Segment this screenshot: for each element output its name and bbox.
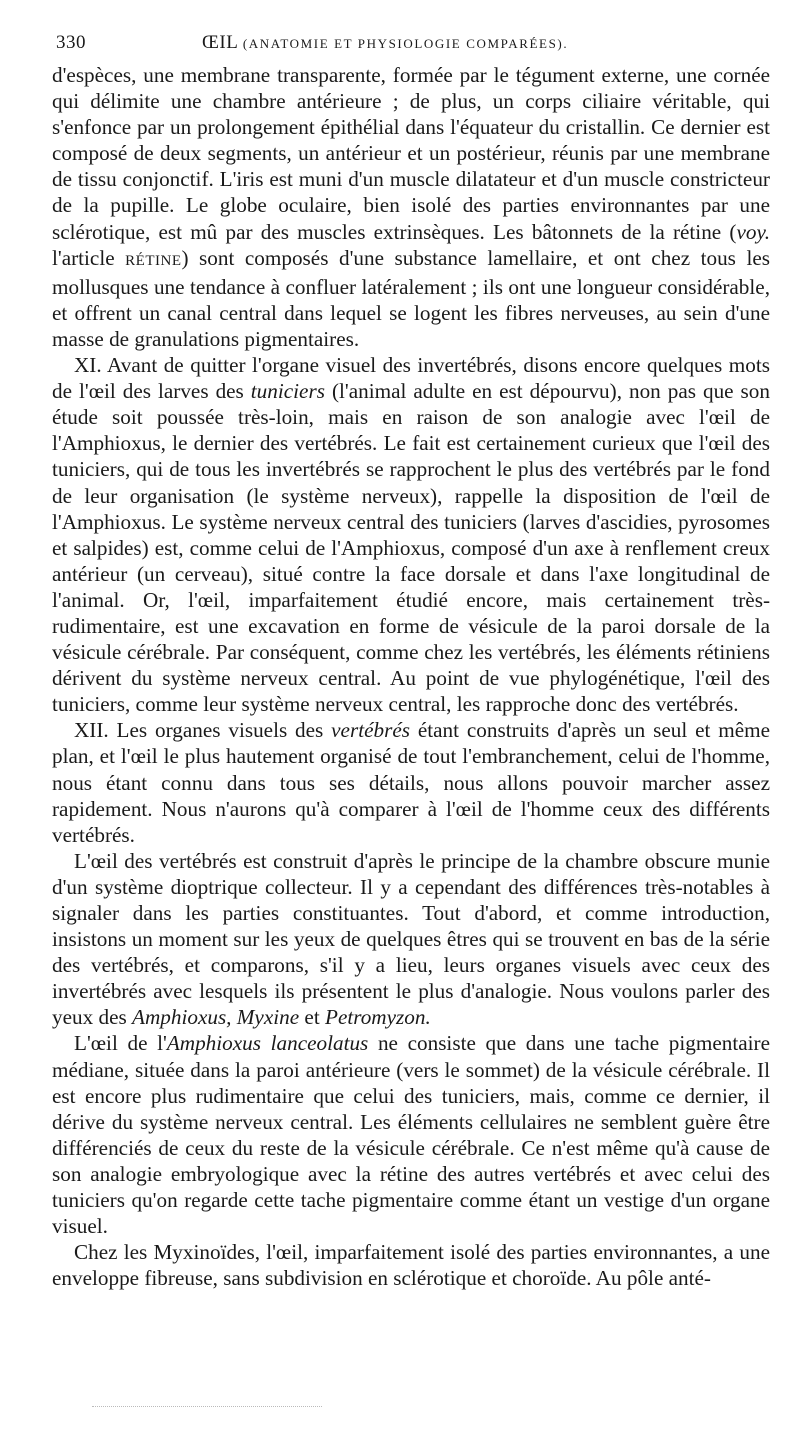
text-run: L'œil de l' [74, 1031, 167, 1056]
running-header [52, 28, 770, 62]
text-run: L'œil des vertébrés est construit d'après le principe de la chambre obscure munie d'un système dioptrique collecteur. Il y a cependant des différences très-notables à signaler dans les parties constituantes. Tout d'abord, et comme introduction, insistons un moment sur les yeux de quelques êtres qui se trouvent en bas de la série des vertébrés, et comparons, s'il y a lieu, leurs organes visuels avec ceux des invertébrés avec lesquels ils présentent le plus d'analogie. Nous voulons parler des yeux des [52, 848, 770, 1030]
text-run: ) sont composés d'une substance lamellaire, et ont chez tous les mollusques une tendance à confluer latéralement ; ils ont une longueur considérable, et offrent un canal central dans lequel se logent les fibres nerveuses, au sein d'une masse de granulations pigmentaires. [52, 245, 770, 351]
paragraph-continued [52, 62, 770, 352]
text-run: l'article [52, 245, 126, 270]
page-number: 330 [56, 32, 86, 53]
italic-term: Amphioxus, Myxine [132, 1005, 300, 1030]
italic-term: vertébrés [331, 718, 410, 743]
book-page [52, 28, 770, 1291]
italic-term: voy. [736, 219, 770, 244]
text-run: Chez les Myxinoïdes, l'œil, imparfaitement isolé des parties environnantes, a une enveloppe fibreuse, sans subdivision en sclérotique et choroïde. Au pôle anté- [52, 1240, 770, 1291]
text-run: XI. Avant de quitter l'organe visuel des invertébrés, disons encore quelques mots de l'œil des larves des [52, 353, 770, 404]
text-run: (l'animal adulte en est dépourvu), non pas que son étude soit poussée très-loin, mais en raison de son analogie avec l'œil de l'Amphioxus, le dernier des vertébrés. Le fait est certainement curieux que l'œil des tuniciers, qui de tous les invertébrés se rapprochent le plus des vertébrés par le fond de leur organisation (le système nerveux), rappelle la disposition de l'œil de l'Amphioxus. Le système nerveux central des tuniciers (larves d'ascidies, pyrosomes et salpides) est, comme celui de l'Amphioxus, composé d'un axe à renflement creux antérieur (un cerveau), situé contre la face dorsale et dans l'axe longitudinal de l'animal. Or, l'œil, imparfaitement étudié encore, mais certainement très-rudimentaire, est une excavation en forme de vésicule de la paroi dorsale de la vésicule cérébrale. Par conséquent, comme chez les vertébrés, les éléments rétiniens dérivent du système nerveux central. Au point de vue phylogénétique, l'œil des tuniciers, comme leur système nerveux central, les rapproche donc des vertébrés. [52, 379, 770, 717]
text-run: et [299, 1005, 326, 1030]
text-run: étant construits d'après un seul et même plan, et l'œil le plus hautement organisé de tout l'embranchement, celui de l'homme, nous étant connu dans tous ses détails, nous allons pouvoir marcher assez rapidement. Nous n'aurons qu'à comparer à l'œil de l'homme ceux des différents vertébrés. [52, 718, 770, 847]
body-text [52, 62, 770, 1291]
paragraph-section-xi [52, 352, 770, 717]
text-run: ne consiste que dans une tache pigmentaire médiane, située dans la paroi antérieure (vers le sommet) de la vésicule cérébrale. Il est encore plus rudimentaire que celui des tuniciers, mais, comme ce dernier, il dérive du système nerveux central. Les éléments cellulaires ne semblent guère être différenciés de ceux du reste de la vésicule cérébrale. Ce n'est même qu'à cause de son analogie embryologique avec la rétine des autres vertébrés et avec celui des tuniciers qu'on regarde cette tache pigmentaire comme étant un vestige d'un organe visuel. [52, 1031, 770, 1239]
italic-term: Amphioxus lanceolatus [166, 1031, 369, 1056]
running-title-sub: (ANATOMIE ET PHYSIOLOGIE COMPARÉES). [242, 36, 569, 51]
paragraph-amphioxus [52, 1030, 770, 1239]
paragraph-section-xii [52, 717, 770, 847]
italic-term: Petromyzon. [325, 1005, 431, 1030]
paragraph-myxinoides [52, 1239, 770, 1291]
small-caps-term: RÉTINE [125, 252, 182, 269]
footer-rule [92, 1406, 322, 1407]
text-run: XII. Les organes visuels des [74, 718, 332, 743]
running-title [202, 32, 568, 54]
text-run: d'espèces, une membrane transparente, formée par le tégument externe, une cornée qui délimite une chambre antérieure ; de plus, un corps ciliaire véritable, qui s'enfonce par un prolongement épithélial dans l'équateur du cristallin. Ce dernier est composé de deux segments, un antérieur et un postérieur, réunis par une membrane de tissu conjonctif. L'iris est muni d'un muscle dilatateur et d'un muscle constricteur de la pupille. Le globe oculaire, bien isolé des parties environnantes par une sclérotique, est mû par des muscles extrinsèques. Les bâtonnets de la rétine ( [52, 63, 770, 244]
running-title-main: ŒIL [202, 32, 238, 53]
italic-term: tuniciers [250, 379, 325, 404]
paragraph-vertebrate-eye [52, 848, 770, 1031]
